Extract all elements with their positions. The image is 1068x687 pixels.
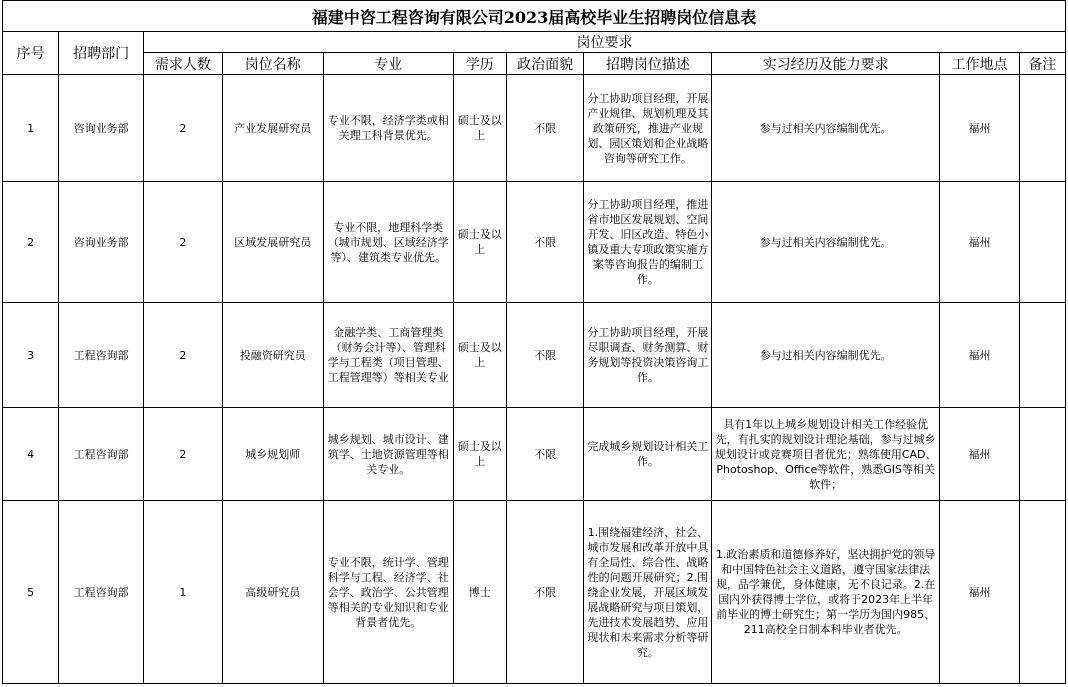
cell-dept: 咨询业务部	[59, 75, 144, 182]
cell-edu: 博士	[453, 501, 506, 684]
cell-desc: 分工协助项目经理，推进省市地区发展规划、空间开发、旧区改造、特色小镇及重大专项政策实施方案等咨询报告的编制工作。	[584, 182, 712, 303]
header-desc: 招聘岗位描述	[584, 53, 712, 75]
header-seq: 序号	[3, 32, 59, 75]
cell-note	[1019, 182, 1065, 303]
cell-loc: 福州	[940, 408, 1020, 501]
cell-num: 2	[144, 303, 223, 408]
cell-pol: 不限	[506, 182, 584, 303]
cell-edu: 硕士及以上	[453, 75, 506, 182]
cell-num: 1	[144, 501, 223, 684]
cell-pos: 投融资研究员	[222, 303, 323, 408]
cell-req: 参与过相关内容编制优先。	[712, 303, 940, 408]
recruitment-table	[2, 0, 1066, 684]
cell-edu: 硕士及以上	[453, 408, 506, 501]
cell-major: 城乡规划、城市设计、建筑学、土地资源管理等相关专业。	[323, 408, 453, 501]
table-row	[3, 408, 1066, 501]
cell-loc: 福州	[940, 501, 1020, 684]
header-loc: 工作地点	[940, 53, 1020, 75]
cell-pos: 区域发展研究员	[222, 182, 323, 303]
cell-desc: 完成城乡规划设计相关工作。	[584, 408, 712, 501]
cell-loc: 福州	[940, 75, 1020, 182]
header-dept: 招聘部门	[59, 32, 144, 75]
cell-seq: 4	[3, 408, 59, 501]
cell-pos: 高级研究员	[222, 501, 323, 684]
cell-pol: 不限	[506, 501, 584, 684]
cell-num: 2	[144, 75, 223, 182]
cell-req: 1.政治素质和道德修养好，坚决拥护党的领导和中国特色社会主义道路，遵守国家法律法规，品学兼优，身体健康，无不良记录。2.在国内外获得博士学位，或将于2023年上半年前毕业的博士研究生；第一学历为国内985、211高校全日制本科毕业者优先。	[712, 501, 940, 684]
header-num: 需求人数	[144, 53, 223, 75]
table-row	[3, 501, 1066, 684]
cell-seq: 5	[3, 501, 59, 684]
header-pos: 岗位名称	[222, 53, 323, 75]
table-row	[3, 75, 1066, 182]
table-row	[3, 303, 1066, 408]
cell-req: 参与过相关内容编制优先。	[712, 75, 940, 182]
cell-note	[1019, 408, 1065, 501]
cell-major: 专业不限，经济学类或相关理工科背景优先。	[323, 75, 453, 182]
cell-loc: 福州	[940, 303, 1020, 408]
cell-note	[1019, 75, 1065, 182]
cell-dept: 咨询业务部	[59, 182, 144, 303]
cell-edu: 硕士及以上	[453, 303, 506, 408]
header-group: 岗位要求	[144, 32, 1066, 53]
cell-dept: 工程咨询部	[59, 501, 144, 684]
cell-major: 金融学类、工商管理类（财务会计等）、管理科学与工程类（项目管理、工程管理等）等相关专业	[323, 303, 453, 408]
cell-seq: 3	[3, 303, 59, 408]
cell-desc: 1.围绕福建经济、社会、城市发展和改革开放中具有全局性、综合性、战略性的问题开展研究；2.围绕企业发展，开展区域发展战略研究与项目策划，先进技术发展趋势、应用现状和未来需求分析等研究。	[584, 501, 712, 684]
cell-pos: 产业发展研究员	[222, 75, 323, 182]
cell-req: 参与过相关内容编制优先。	[712, 182, 940, 303]
header-pol: 政治面貌	[506, 53, 584, 75]
table-title: 福建中咨工程咨询有限公司2023届高校毕业生招聘岗位信息表	[3, 1, 1066, 32]
cell-num: 2	[144, 408, 223, 501]
cell-major: 专业不限，地理科学类（城市规划、区域经济学等）、建筑类专业优先。	[323, 182, 453, 303]
header-req: 实习经历及能力要求	[712, 53, 940, 75]
cell-note	[1019, 501, 1065, 684]
header-edu: 学历	[453, 53, 506, 75]
cell-dept: 工程咨询部	[59, 408, 144, 501]
cell-dept: 工程咨询部	[59, 303, 144, 408]
cell-pol: 不限	[506, 75, 584, 182]
header-note: 备注	[1019, 53, 1065, 75]
cell-pos: 城乡规划师	[222, 408, 323, 501]
cell-desc: 分工协助项目经理，开展产业规律、规划机理及其政策研究，推进产业规划、园区策划和企业战略咨询等研究工作。	[584, 75, 712, 182]
cell-pol: 不限	[506, 303, 584, 408]
cell-desc: 分工协助项目经理，开展尽职调查、财务测算、财务规划等投资决策咨询工作。	[584, 303, 712, 408]
cell-req: 具有1年以上城乡规划设计相关工作经验优先，有扎实的规划设计理论基础，参与过城乡规划设计或竞赛项目者优先；熟练使用CAD、Photoshop、Office等软件，熟悉GIS等相关软件；	[712, 408, 940, 501]
cell-num: 2	[144, 182, 223, 303]
cell-major: 专业不限，统计学、管理科学与工程、经济学、社会学、政治学、公共管理等相关的专业知识和专业背景者优先。	[323, 501, 453, 684]
header-major: 专业	[323, 53, 453, 75]
cell-pol: 不限	[506, 408, 584, 501]
cell-seq: 2	[3, 182, 59, 303]
cell-loc: 福州	[940, 182, 1020, 303]
cell-note	[1019, 303, 1065, 408]
table-row	[3, 182, 1066, 303]
cell-seq: 1	[3, 75, 59, 182]
cell-edu: 硕士及以上	[453, 182, 506, 303]
